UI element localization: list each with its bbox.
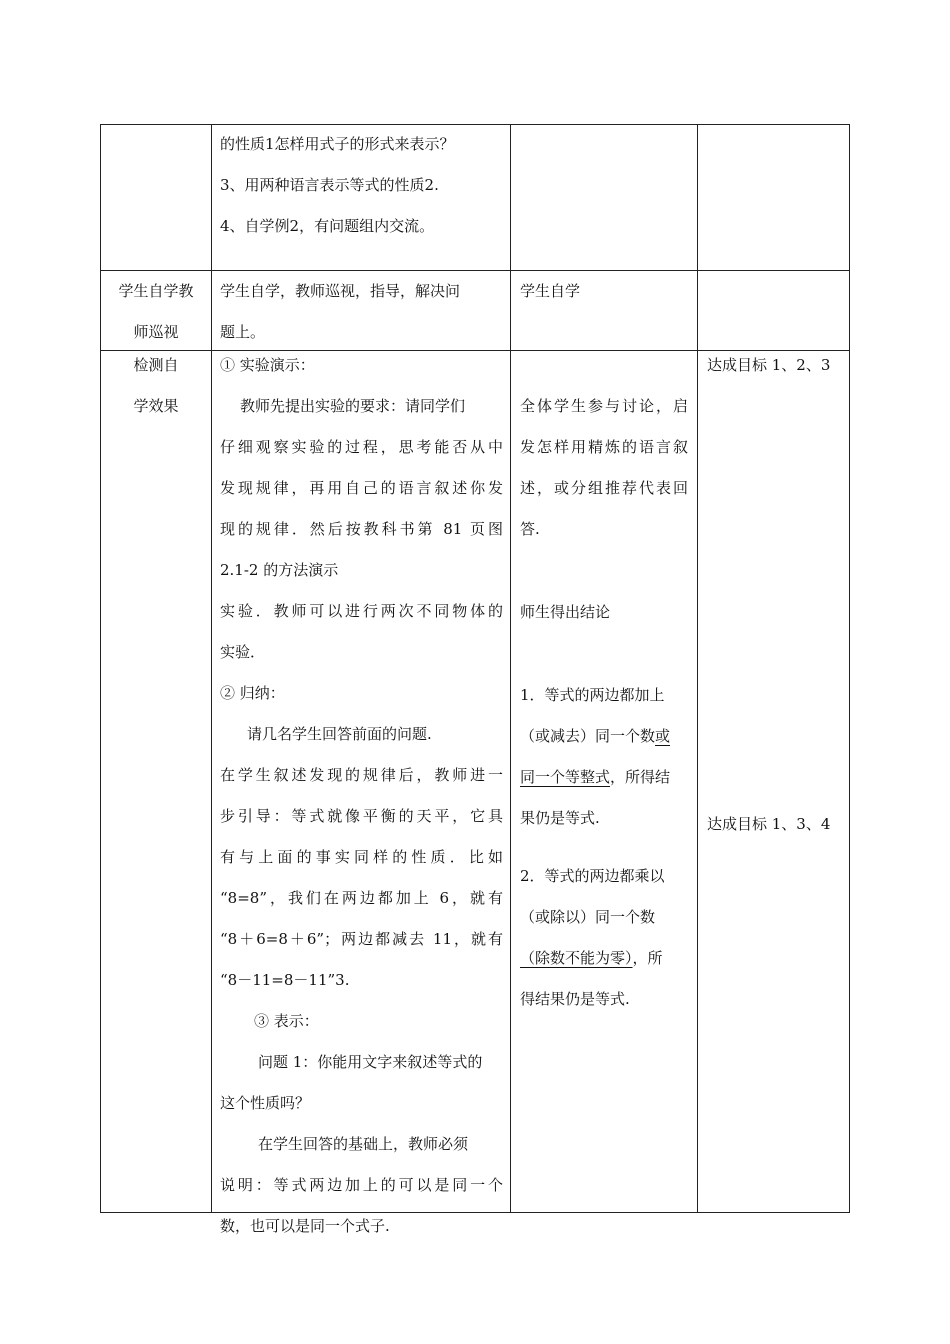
row3-property-1 [520, 675, 688, 839]
text-segment: ，所 [632, 949, 663, 967]
text-line [520, 716, 688, 757]
text-line: 4、自学例2，有问题组内交流。 [220, 217, 435, 235]
text-line: ② 归纳： [220, 684, 285, 702]
text-segment: （或减去）同一个数 [520, 727, 656, 745]
text-line: 3、用两种语言表示等式的性质2. [220, 176, 439, 194]
text-line: 有与上面的事实同样的性质．比如 [220, 848, 503, 866]
text-line: “8－11=8－11”3. [220, 971, 350, 989]
text-line: 答. [520, 520, 540, 538]
text-line: 达成目标 1、2、3 [707, 356, 831, 374]
row3-label [101, 345, 211, 427]
text-line: （或除以）同一个数 [520, 908, 656, 926]
text-line [520, 757, 688, 798]
row3-student-conclusion [520, 592, 688, 633]
text-line [520, 938, 688, 979]
text-line: 实验．教师可以进行两次不同物体的 [220, 602, 503, 620]
text-line: 发怎样用精炼的语言叙 [520, 438, 688, 456]
row3-student-discussion [520, 386, 688, 550]
column-divider [211, 125, 212, 1212]
text-line: 学生自学 [520, 282, 581, 300]
underlined-text: 或 [655, 727, 671, 745]
text-line: 2.1-2 的方法演示 [220, 561, 339, 579]
text-line: 在学生回答的基础上，教师必须 [258, 1135, 469, 1153]
row2-content [220, 271, 503, 353]
text-line: 得结果仍是等式. [520, 990, 630, 1008]
text-line: 这个性质吗？ [220, 1094, 311, 1112]
text-line: 述，或分组推荐代表回 [520, 479, 688, 497]
label-line: 学效果 [133, 397, 179, 415]
text-line: 说明：等式两边加上的可以是同一个 [220, 1176, 503, 1194]
text-line: 师生得出结论 [520, 603, 611, 621]
text-line: 仔细观察实验的过程，思考能否从中 [220, 438, 503, 456]
text-line: 步引导：等式就像平衡的天平，它具 [220, 807, 503, 825]
row1-content [220, 124, 503, 247]
text-line: 问题 1：你能用文字来叙述等式的 [258, 1053, 483, 1071]
text-line: “8=8”，我们在两边都加上 6，就有 [220, 889, 503, 907]
text-line: 全体学生参与讨论，启 [520, 397, 688, 415]
text-line: 的性质1怎样用式子的形式来表示？ [220, 135, 455, 153]
text-line: 学生自学，教师巡视，指导，解决问 [220, 282, 461, 300]
text-segment: ，所得结 [610, 768, 671, 786]
text-line: 实验． [220, 643, 266, 661]
row3-goal-1 [707, 345, 847, 386]
text-line: ③ 表示： [254, 1012, 319, 1030]
column-divider [510, 125, 511, 1212]
text-line: 请几名学生回答前面的问题. [247, 725, 432, 743]
text-line: 数，也可以是同一个式子. [220, 1217, 390, 1235]
text-line: 发现规律，再用自己的语言叙述你发 [220, 479, 503, 497]
underlined-text: 同一个等整式 [520, 768, 611, 786]
text-line: 教师先提出实验的要求：请同学们 [240, 397, 466, 415]
row3-content [220, 345, 503, 1247]
text-line: 果仍是等式. [520, 809, 600, 827]
label-line: 检测自 [133, 356, 179, 374]
text-line: 1．等式的两边都加上 [520, 686, 665, 704]
text-line: 现的规律．然后按教科书第 81 页图 [220, 520, 503, 538]
lesson-table [100, 124, 850, 1235]
text-line: 2．等式的两边都乘以 [520, 867, 665, 885]
column-divider [697, 125, 698, 1212]
label-line: 师巡视 [133, 323, 179, 341]
label-line: 学生自学教 [118, 282, 194, 300]
row3-goal-2 [707, 804, 847, 845]
text-line: 达成目标 1、3、4 [707, 815, 831, 833]
text-line: “8＋6=8＋6”；两边都减去 11，就有 [220, 930, 503, 948]
text-line: ① 实验演示： [220, 356, 315, 374]
row3-property-2 [520, 856, 688, 1020]
text-line: 题上。 [220, 323, 266, 341]
row2-label [101, 271, 211, 353]
row2-student [520, 271, 690, 312]
underlined-text: （除数不能为零） [520, 949, 633, 967]
text-line: 在学生叙述发现的规律后，教师进一 [220, 766, 503, 784]
